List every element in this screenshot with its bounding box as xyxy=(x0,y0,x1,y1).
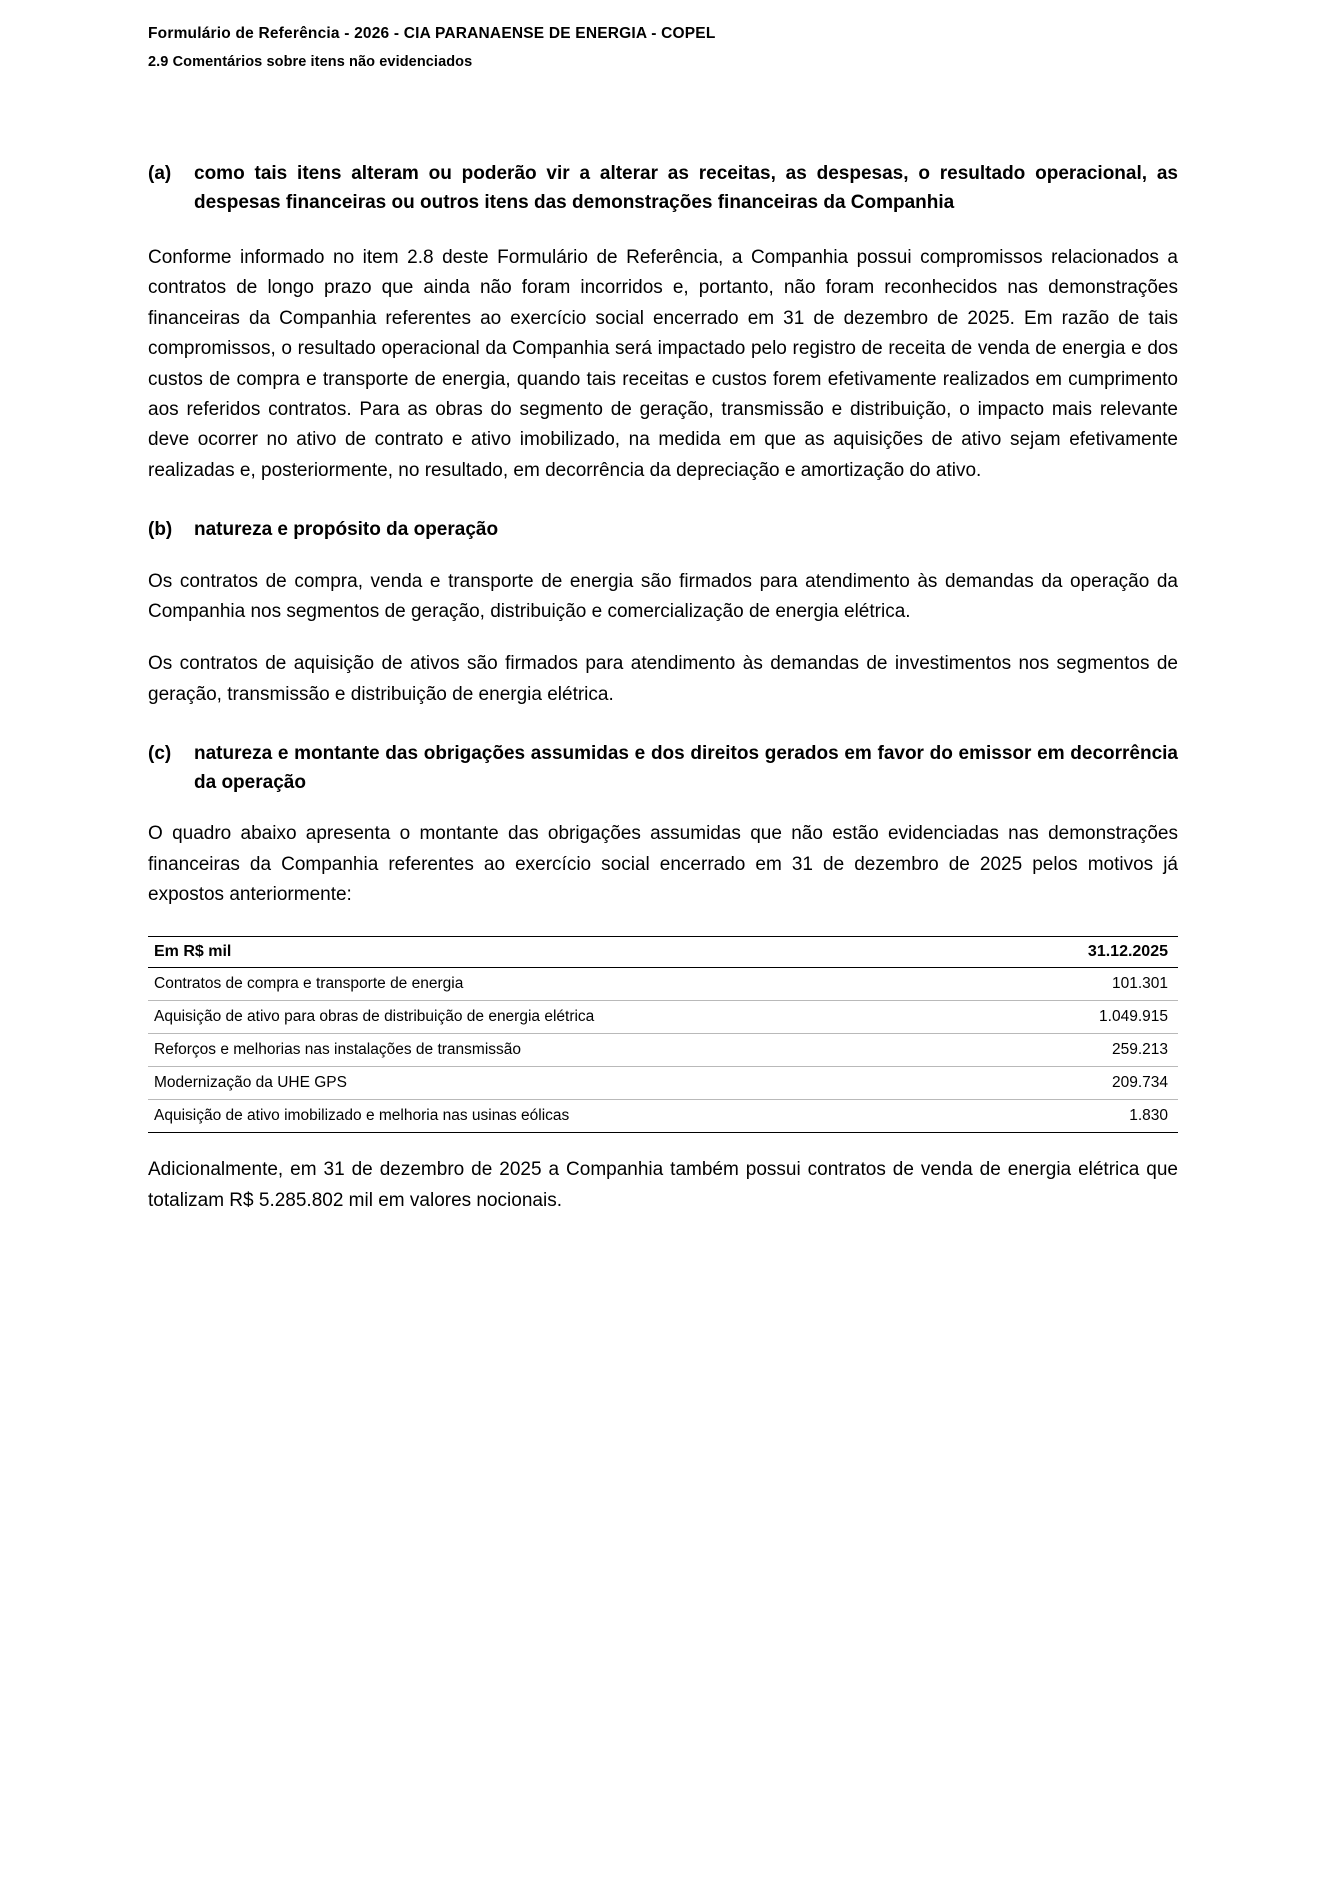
section-b-paragraph-2: Os contratos de aquisição de ativos são firmados para atendimento às demandas de investimentos nos segmentos de geração, transmissão e distribuição de energia elétrica. xyxy=(148,653,1178,705)
page-header xyxy=(0,22,1326,74)
section-a-label: (a) xyxy=(148,163,172,184)
table-cell-value: 209.734 xyxy=(1000,1067,1178,1100)
section-b-label: (b) xyxy=(148,519,173,541)
section-c-label: (c) xyxy=(148,743,172,765)
header-document-title: Formulário de Referência - 2026 - CIA PARANAENSE DE ENERGIA - COPEL xyxy=(148,25,716,42)
table-cell-label: Modernização da UHE GPS xyxy=(148,1067,1000,1100)
closing-paragraph: Adicionalmente, em 31 de dezembro de 2025 a Companhia também possui contratos de venda de energia elétrica que totalizam R$ 5.285.802 mil em valores nocionais. xyxy=(148,1159,1178,1211)
table-row xyxy=(148,1034,1178,1067)
table-header-row xyxy=(148,937,1178,968)
header-section-title: 2.9 Comentários sobre itens não evidenciados xyxy=(148,54,473,71)
obligations-table xyxy=(148,936,1178,1133)
section-b-heading xyxy=(148,516,1178,545)
table-header-value: 31.12.2025 xyxy=(1000,937,1178,968)
table-head xyxy=(148,937,1178,968)
table-cell-label: Reforços e melhorias nas instalações de transmissão xyxy=(148,1034,1000,1067)
table-cell-value: 259.213 xyxy=(1000,1034,1178,1067)
table-row xyxy=(148,1001,1178,1034)
table-cell-value: 1.830 xyxy=(1000,1100,1178,1133)
table-row xyxy=(148,1067,1178,1100)
section-c-paragraph-1: O quadro abaixo apresenta o montante das obrigações assumidas que não estão evidenciadas nas demonstrações financeiras da Companhia referentes ao exercício social encerrado em 31 de dezembro de 2025 pelos motivos já expostos anteriormente: xyxy=(148,823,1178,905)
section-c-title: natureza e montante das obrigações assumidas e dos direitos gerados em favor do emissor em decorrência da operação xyxy=(194,743,1178,793)
table-cell-value: 1.049.915 xyxy=(1000,1001,1178,1034)
section-a-title: como tais itens alteram ou poderão vir a alterar as receitas, as despesas, o resultado operacional, as despesas financeiras ou outros itens das demonstrações financeiras da Companhia xyxy=(194,163,1178,213)
section-c-heading xyxy=(148,740,1178,797)
table-cell-label: Contratos de compra e transporte de energia xyxy=(148,968,1000,1001)
section-a-heading xyxy=(148,160,1178,217)
document-body xyxy=(0,160,1326,1216)
section-b-title: natureza e propósito da operação xyxy=(194,519,499,541)
table-header-label: Em R$ mil xyxy=(148,937,1000,968)
table-cell-label: Aquisição de ativo imobilizado e melhoria nas usinas eólicas xyxy=(148,1100,1000,1133)
section-a-paragraph-1: Conforme informado no item 2.8 deste Formulário de Referência, a Companhia possui compromissos relacionados a contratos de longo prazo que ainda não foram incorridos e, portanto, não foram reconhecidos nas demonstrações financeiras da Companhia referentes ao exercício social encerrado em 31 de dezembro de 2025. Em razão de tais compromissos, o resultado operacional da Companhia será impactado pelo registro de receita de venda de energia e dos custos de compra e transporte de energia, quando tais receitas e custos forem efetivamente realizados em cumprimento aos referidos contratos. Para as obras do segmento de geração, transmissão e distribuição, o impacto mais relevante deve ocorrer no ativo de contrato e ativo imobilizado, na medida em que as aquisições de ativo sejam efetivamente realizadas e, posteriormente, no resultado, em decorrência da depreciação e amortização do ativo. xyxy=(148,247,1178,481)
table-body xyxy=(148,968,1178,1133)
section-b-paragraph-1: Os contratos de compra, venda e transporte de energia são firmados para atendimento às demandas da operação da Companhia nos segmentos de geração, distribuição e comercialização de energia elétrica. xyxy=(148,570,1178,623)
table-row xyxy=(148,968,1178,1001)
table-row xyxy=(148,1100,1178,1133)
table-cell-label: Aquisição de ativo para obras de distribuição de energia elétrica xyxy=(148,1001,1000,1034)
table-cell-value: 101.301 xyxy=(1000,968,1178,1001)
